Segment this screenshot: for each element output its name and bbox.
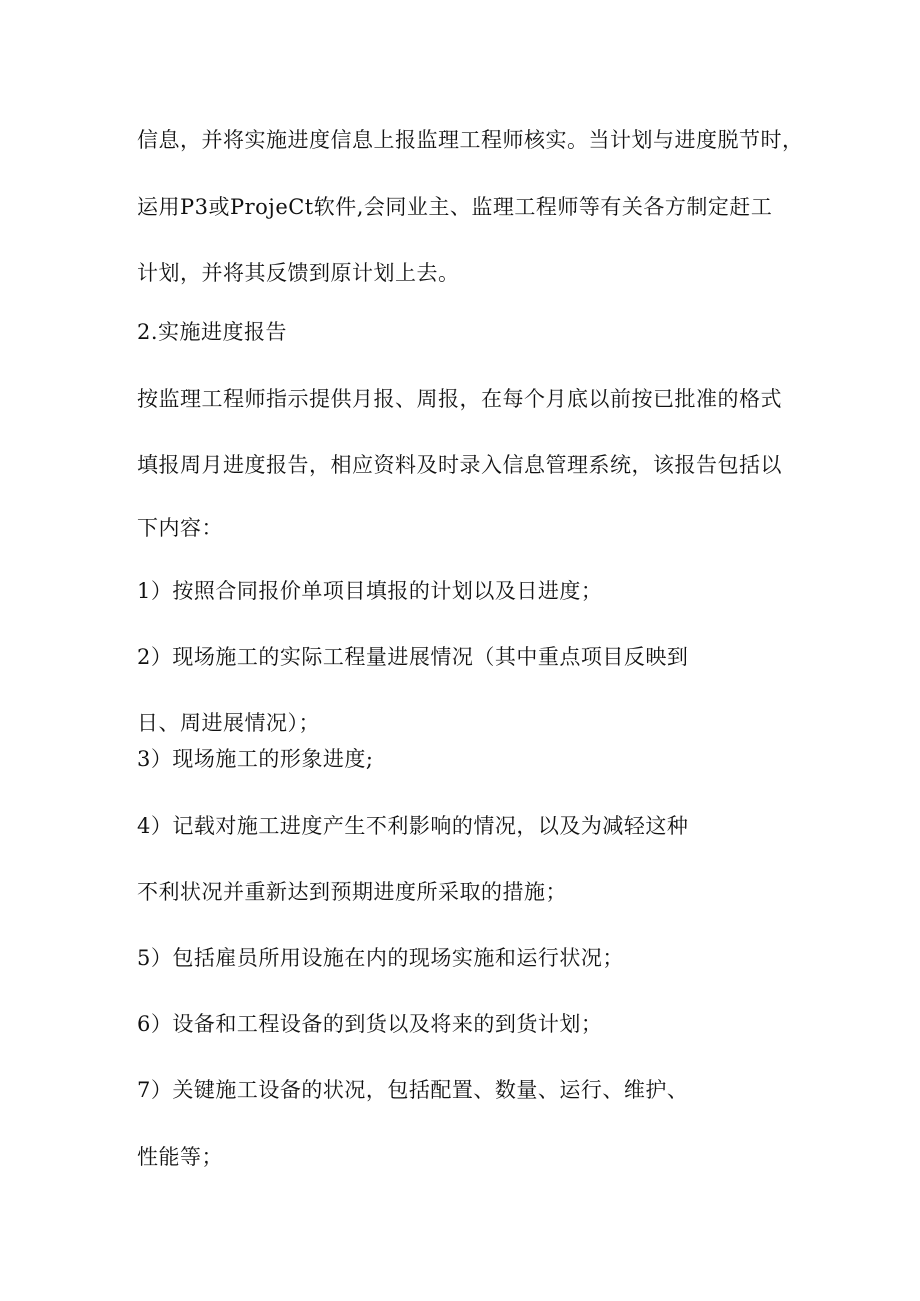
list-item-2-cont: 日、周进展情况）； <box>137 711 320 735</box>
list-item-1: 1）按照合同报价单项目填报的计划以及日进度； <box>137 579 603 603</box>
paragraph-line-1: 信息，并将实施进度信息上报监理工程师核实。当计划与进度脱节时， <box>137 128 804 152</box>
list-item-7-cont: 性能等； <box>137 1145 223 1169</box>
paragraph-line-2: 运用P3或ProjeCt软件,会同业主、监理工程师等有关各方制定赶工 <box>137 195 773 219</box>
list-item-4-cont: 不利状况并重新达到预期进度所采取的措施； <box>137 880 567 904</box>
paragraph-line-3: 计划，并将其反馈到原计划上去。 <box>137 261 460 285</box>
list-item-3: 3）现场施工的形象进度; <box>137 747 374 771</box>
list-item-6: 6）设备和工程设备的到货以及将来的到货计划； <box>137 1012 603 1036</box>
list-item-4: 4）记载对施工进度产生不利影响的情况，以及为减轻这种 <box>137 814 689 838</box>
list-item-2: 2）现场施工的实际工程量进展情况（其中重点项目反映到 <box>137 645 689 669</box>
paragraph-line-7: 下内容： <box>137 516 223 540</box>
section-heading: 2.实施进度报告 <box>137 320 288 344</box>
list-item-7: 7）关键施工设备的状况，包括配置、数量、运行、维护、 <box>137 1078 689 1102</box>
paragraph-line-6: 填报周月进度报告，相应资料及时录入信息管理系统，该报告包括以 <box>137 453 782 477</box>
paragraph-line-5: 按监理工程师指示提供月报、周报，在每个月底以前按已批准的格式 <box>137 387 782 411</box>
list-item-5: 5）包括雇员所用设施在内的现场实施和运行状况； <box>137 946 624 970</box>
